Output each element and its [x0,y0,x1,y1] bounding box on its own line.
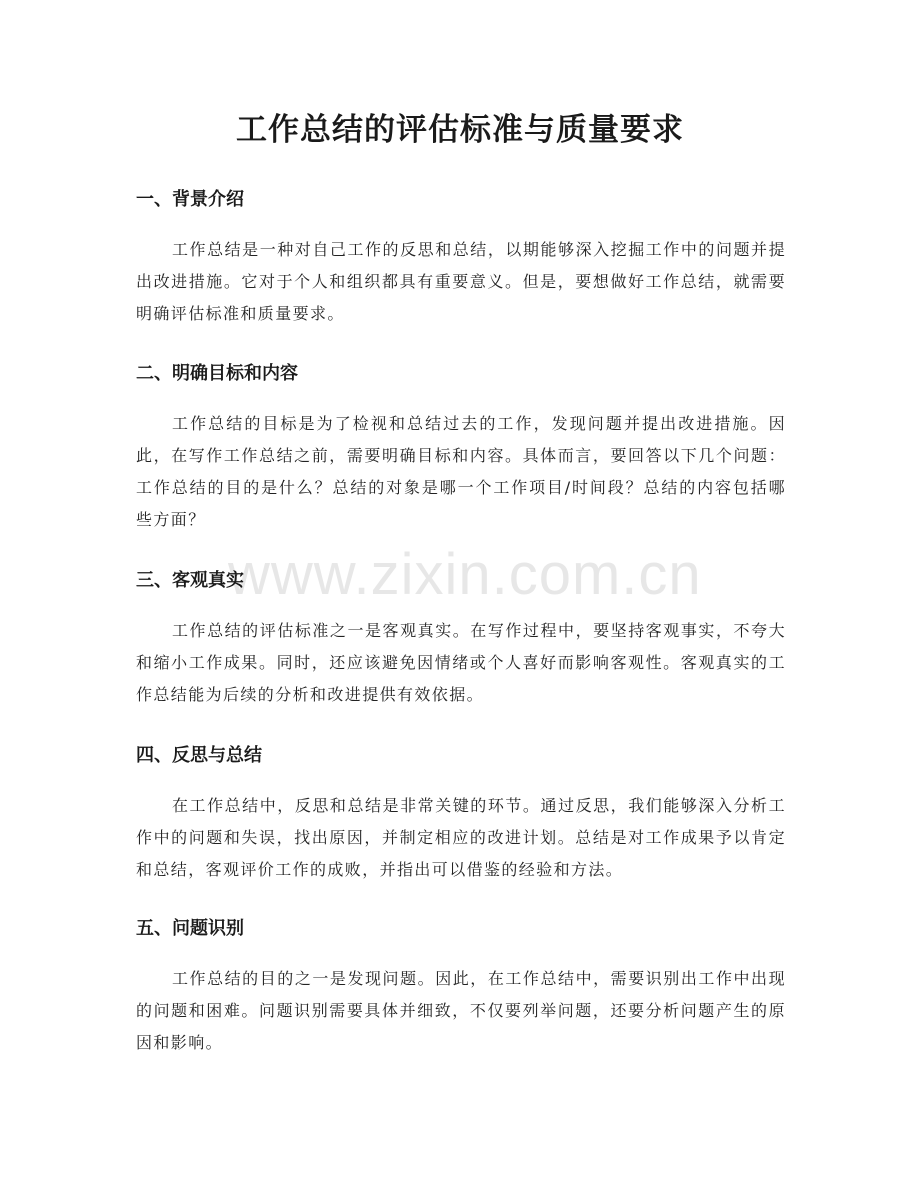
section-heading: 五、问题识别 [136,918,244,939]
section-problem-identification [136,916,786,1059]
section-paragraph: 工作总结的评估标准之一是客观真实。在写作过程中，要坚持客观事实，不夸大和缩小工作成果。同时，还应该避免因情绪或个人喜好而影响客观性。客观真实的工作总结能为后续的分析和改进提供有效依据。 [136,621,786,704]
section-objective-truth [136,568,786,711]
section-goals-content [136,361,786,536]
section-paragraph: 在工作总结中，反思和总结是非常关键的环节。通过反思，我们能够深入分析工作中的问题和失误，找出原因，并制定相应的改进计划。总结是对工作成果予以肯定和总结，客观评价工作的成败，并指出可以借鉴的经验和方法。 [136,796,786,879]
watermark: www.zixin.com.cn [228,542,702,607]
section-paragraph: 工作总结是一种对自己工作的反思和总结，以期能够深入挖掘工作中的问题并提出改进措施。它对于个人和组织都具有重要意义。但是，要想做好工作总结，就需要明确评估标准和质量要求。 [136,240,786,323]
document-title: 工作总结的评估标准与质量要求 [236,112,684,148]
section-reflection-summary [136,743,786,886]
section-paragraph: 工作总结的目标是为了检视和总结过去的工作，发现问题并提出改进措施。因此，在写作工作总结之前，需要明确目标和内容。具体而言，要回答以下几个问题：工作总结的目的是什么？总结的对象是哪一个工作项目/时间段？总结的内容包括哪些方面？ [136,414,786,529]
section-background [136,187,786,330]
section-heading: 三、客观真实 [136,570,244,591]
section-heading: 一、背景介绍 [136,189,244,210]
section-heading: 四、反思与总结 [136,745,262,766]
section-heading: 二、明确目标和内容 [136,363,298,384]
section-paragraph: 工作总结的目的之一是发现问题。因此，在工作总结中，需要识别出工作中出现的问题和困难。问题识别需要具体并细致，不仅要列举问题，还要分析问题产生的原因和影响。 [136,969,786,1052]
